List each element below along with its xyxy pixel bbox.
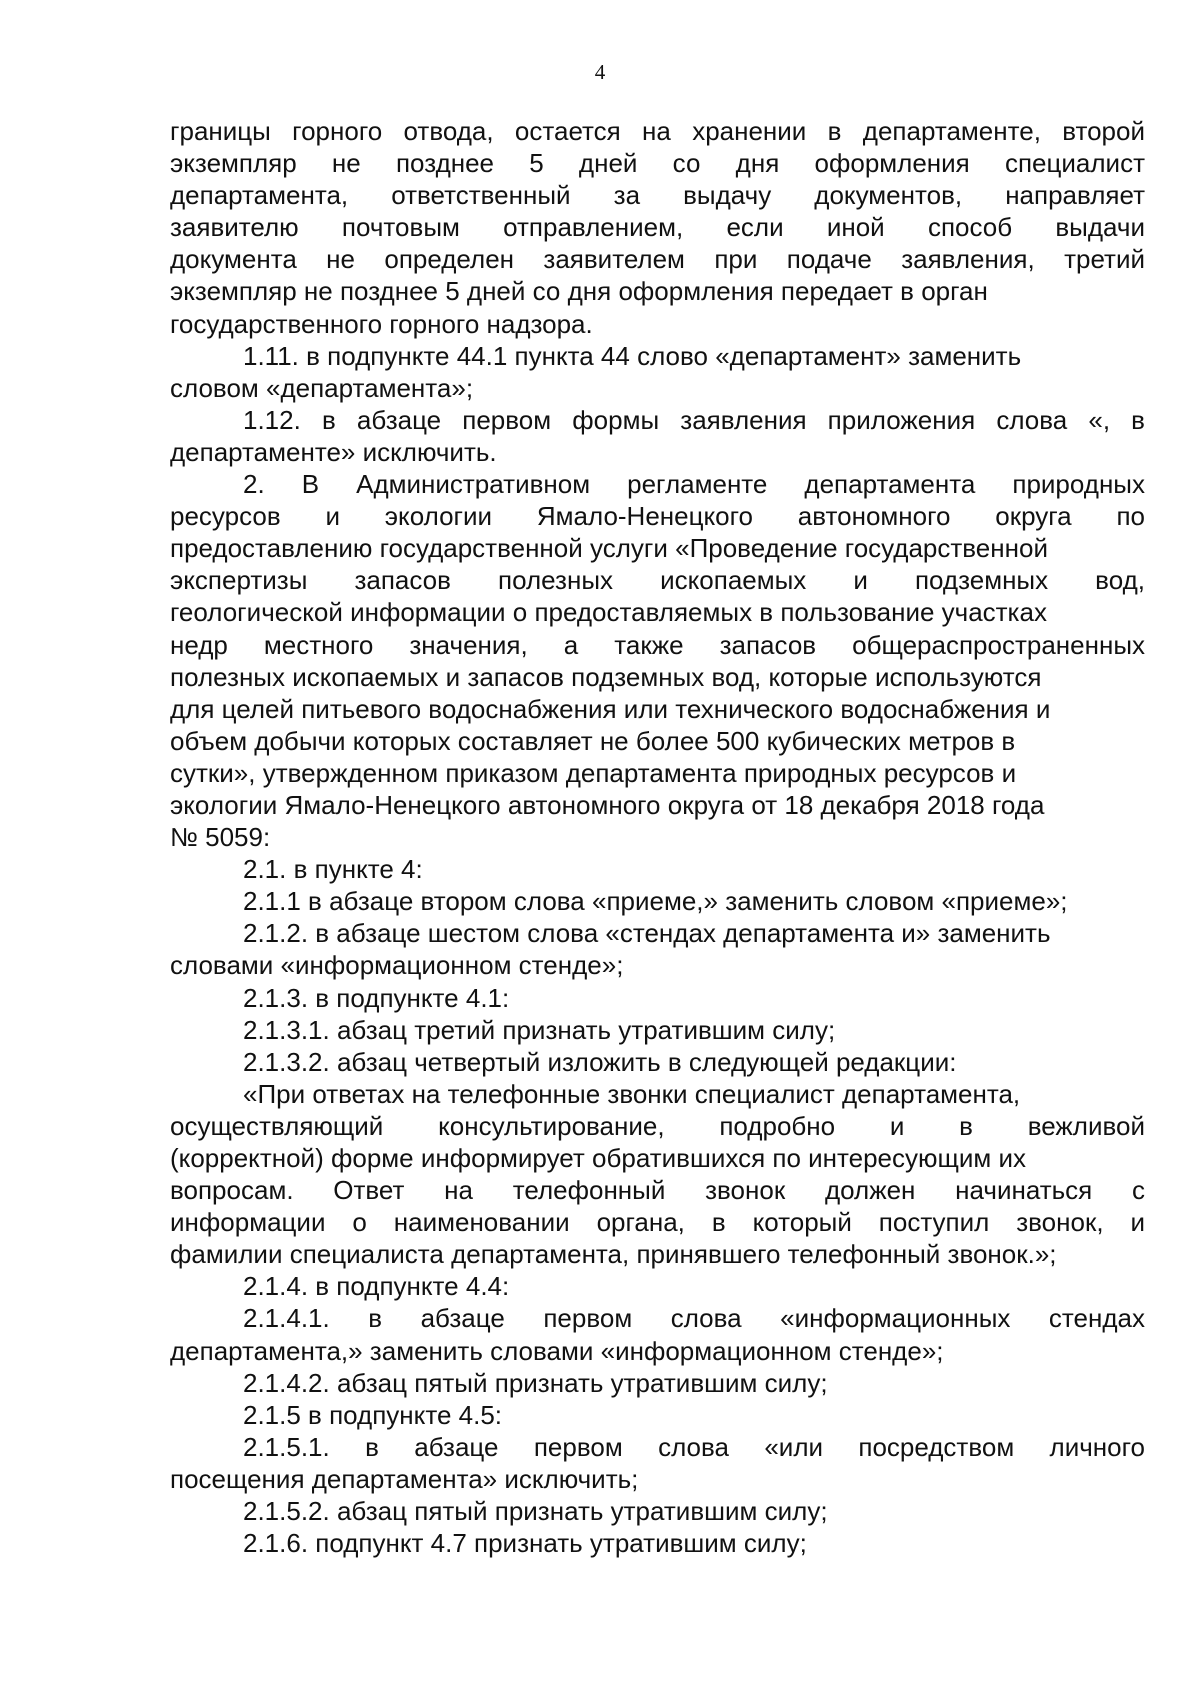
text-line: словами «информационном стенде»; (170, 950, 624, 981)
text-line: геологической информации о предоставляемых в пользование участках (170, 597, 1047, 628)
text-line: «При ответах на телефонные звонки специалист департамента, (243, 1078, 1021, 1109)
text-line: объем добычи которых составляет не более 500 кубических метров в (170, 725, 1016, 756)
text-line: посещения департамента» исключить; (170, 1463, 639, 1494)
text-line: документа не определен заявителем при подаче заявления, третий (170, 244, 1145, 275)
text-line: 2.1.4. в подпункте 4.4: (243, 1271, 510, 1302)
text-line: (корректной) форме информирует обратившихся по интересующим их (170, 1143, 1027, 1173)
text-line: полезных ископаемых и запасов подземных вод, которые используются (170, 661, 1042, 692)
text-line: экземпляр не позднее 5 дней со дня оформления специалист (170, 148, 1145, 179)
text-line: сутки», утвержденном приказом департамента природных ресурсов и (170, 757, 1017, 788)
text-line: 2. В Административном регламенте департамента природных (243, 469, 1145, 500)
text-line: 2.1.3.2. абзац четвертый изложить в следующей редакции: (243, 1046, 957, 1077)
text-line: вопросам. Ответ на телефонный звонок должен начинаться с (170, 1175, 1145, 1206)
text-line: экземпляр не позднее 5 дней со дня оформления передает в орган (170, 276, 988, 307)
text-line: недр местного значения, а также запасов общераспространенных (170, 629, 1145, 660)
text-line: 2.1.3. в подпункте 4.1: (243, 982, 510, 1013)
text-line: предоставлению государственной услуги «Проведение государственной (170, 533, 1048, 564)
text-line: 2.1.6. подпункт 4.7 признать утратившим силу; (243, 1528, 807, 1559)
text-line: 2.1.2. в абзаце шестом слова «стендах департамента и» заменить (243, 918, 1051, 949)
text-line: 2.1.4.2. абзац пятый признать утратившим силу; (243, 1367, 828, 1398)
text-line: 1.12. в абзаце первом формы заявления приложения слова «, в (243, 404, 1145, 435)
document-body (170, 115, 1145, 1559)
text-line: 2.1.3.1. абзац третий признать утратившим силу; (243, 1014, 836, 1045)
text-line: экологии Ямало-Ненецкого автономного округа от 18 декабря 2018 года (170, 789, 1045, 820)
text-line: 2.1.4.1. в абзаце первом слова «информационных стендах (243, 1303, 1145, 1334)
text-line: государственного горного надзора. (170, 308, 593, 339)
text-line: № 5059: (170, 822, 271, 853)
text-line: экспертизы запасов полезных ископаемых и подземных вод, (170, 565, 1145, 596)
text-line: 1.11. в подпункте 44.1 пункта 44 слово «департамент» заменить (243, 340, 1022, 371)
text-line: для целей питьевого водоснабжения или технического водоснабжения и (170, 693, 1051, 724)
text-line: 2.1.5.1. в абзаце первом слова «или посредством личного (243, 1431, 1145, 1462)
text-line: департамента, ответственный за выдачу документов, направляет (170, 180, 1145, 211)
text-line: 2.1.5 в подпункте 4.5: (243, 1399, 502, 1430)
text-line: 2.1. в пункте 4: (243, 854, 423, 885)
text-line: границы горного отвода, остается на хранении в департаменте, второй (170, 116, 1145, 146)
text-line: осуществляющий консультирование, подробно и в вежливой (170, 1110, 1145, 1141)
page-number: 4 (594, 60, 606, 84)
text-line: 2.1.1 в абзаце втором слова «приеме,» заменить словом «приеме»; (243, 886, 1068, 917)
text-line: 2.1.5.2. абзац пятый признать утратившим силу; (243, 1496, 828, 1527)
text-line: ресурсов и экологии Ямало-Ненецкого автономного округа по (170, 501, 1145, 532)
text-line: словом «департамента»; (170, 372, 474, 403)
text-line: департамента,» заменить словами «информационном стенде»; (170, 1335, 944, 1366)
text-line: департаменте» исключить. (170, 436, 497, 467)
text-line: информации о наименовании органа, в который поступил звонок, и (170, 1207, 1145, 1238)
text-line: фамилии специалиста департамента, принявшего телефонный звонок.»; (170, 1239, 1057, 1270)
text-line: заявителю почтовым отправлением, если иной способ выдачи (170, 212, 1145, 243)
